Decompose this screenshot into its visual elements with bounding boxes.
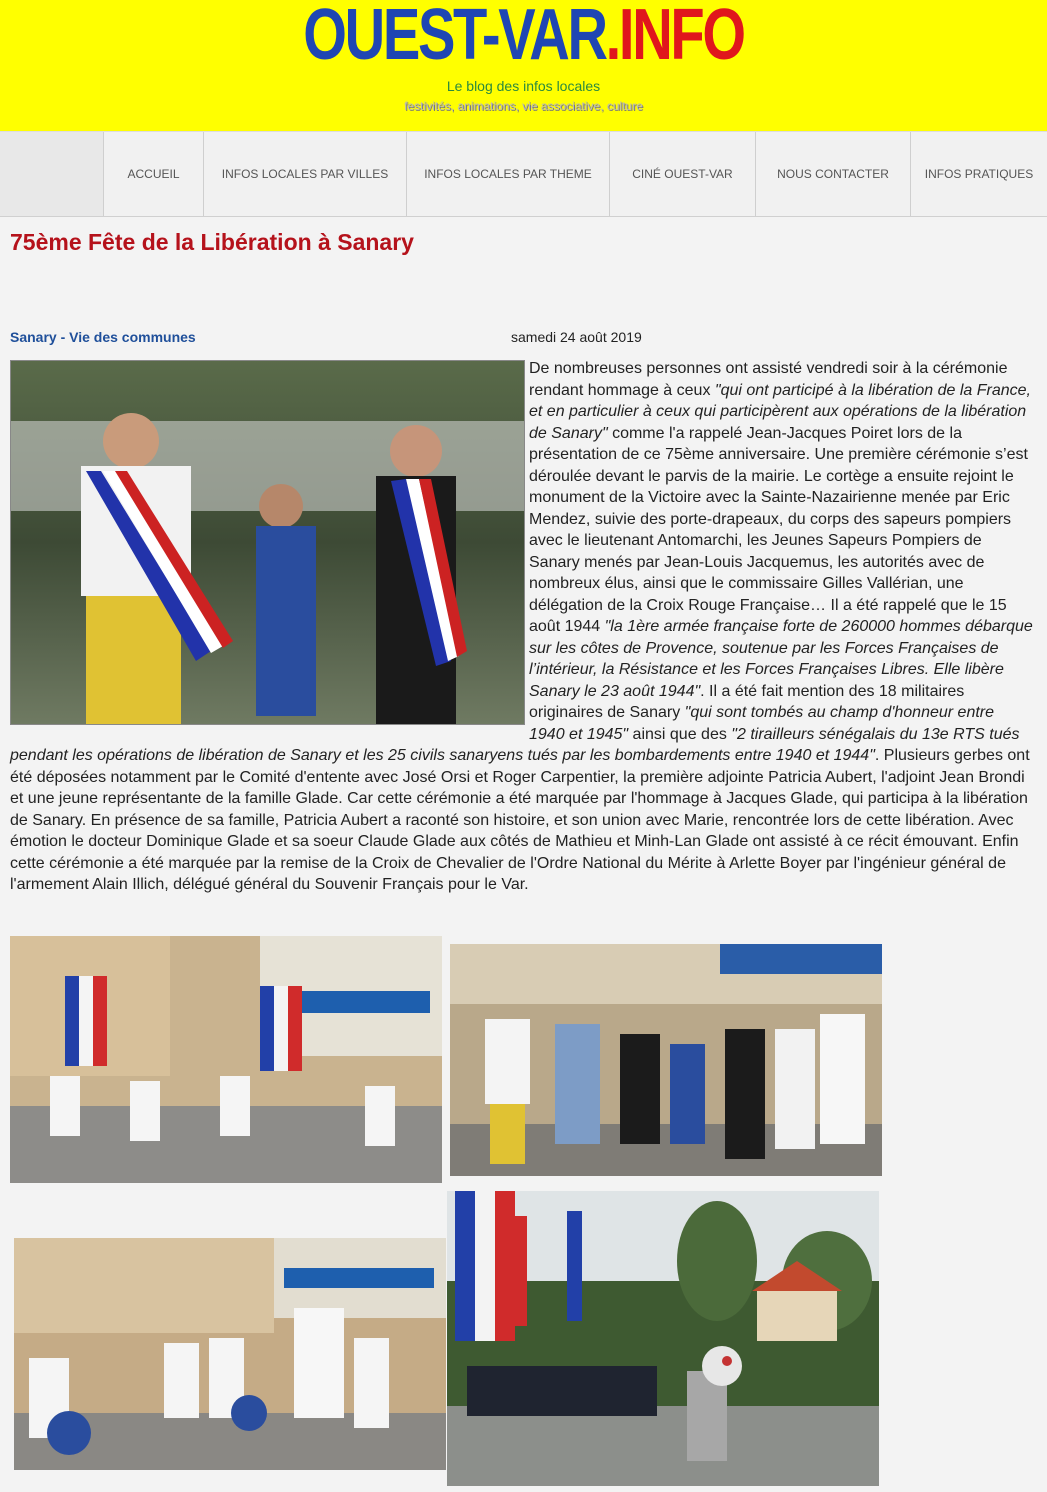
nav-item-accueil[interactable]: ACCUEIL	[104, 132, 204, 216]
article-body	[10, 358, 1034, 896]
photo-monument-wreath	[447, 1191, 879, 1486]
article-title: 75ème Fête de la Libération à Sanary	[10, 229, 414, 255]
site-subtagline: festivités, animations, vie associative, culture	[404, 99, 643, 113]
site-header	[0, 0, 1047, 131]
main-nav	[0, 131, 1047, 217]
article-quote-1: "qui ont participé à la libération de la France, et en particulier à ceux qui participèrent aux opérations de la libération de Sanary"	[529, 381, 1031, 442]
photo-flag-bearers	[10, 936, 442, 1183]
article-text-4: ainsi que des	[628, 725, 732, 743]
article-text-1: De nombreuses personnes ont assisté vendredi soir à la cérémonie rendant hommage à ceux	[529, 360, 1008, 399]
logo-tld: .INFO	[605, 0, 744, 75]
nav-item-cine[interactable]: CINÉ OUEST-VAR	[610, 132, 756, 216]
article-text-3: . Il a été fait mention des 18 militaires originaires de Sanary	[529, 682, 965, 721]
photo-officials	[10, 360, 525, 725]
nav-item-infos-villes[interactable]: INFOS LOCALES PAR VILLES	[204, 132, 407, 216]
nav-item-infos-theme[interactable]: INFOS LOCALES PAR THEME	[407, 132, 610, 216]
photo-drummers	[14, 1238, 446, 1470]
article-quote-2: "la 1ère armée française forte de 260000 hommes débarque sur les côtes de Provence, soutenue par les Forces Françaises de l’intérieur, la Résistance et les Forces Françaises Libres. Elle libère Sanary le 23 août 1944"	[529, 618, 1033, 700]
site-tagline: Le blog des infos locales	[446, 78, 601, 94]
logo-main: OUEST-VAR	[303, 0, 606, 75]
article-date: samedi 24 août 2019	[511, 329, 642, 345]
article-quote-3: "qui sont tombés au champ d'honneur entre 1940 et 1945"	[529, 704, 995, 743]
site-logo[interactable]	[115, 0, 932, 76]
article-category[interactable]: Sanary - Vie des communes	[10, 329, 196, 345]
nav-item-pratiques[interactable]: INFOS PRATIQUES	[911, 132, 1047, 216]
photo-procession	[450, 944, 882, 1176]
article-text-5: . Plusieurs gerbes ont été déposées notamment par le Comité d'entente avec José Orsi et Roger Carpentier, la première adjointe Patricia Aubert, l'adjoint Jean Brondi et une jeune représentante de la famille Glade. Car cette cérémonie a été marquée par l'hommage à Jacques Glade, qui participa à la libération de Sanary. En présence de sa famille, Patricia Aubert a raconté son histoire, et son union avec Marie, rencontrée lors de cette libération. Avec émotion le docteur Dominique Glade et sa soeur Claude Glade aux côtés de Mathieu et Minh-Lan Glade ont assisté à ce récit émouvant. Enfin cette cérémonie a été marquée par la remise de la Croix de Chevalier de l'Ordre National du Mérite à Arlette Boyer par l'ingénieur général de l'armement Alain Illich, délégué général du Souvenir Français pour le Var.	[10, 747, 1030, 893]
nav-spacer	[0, 132, 104, 216]
nav-item-contact[interactable]: NOUS CONTACTER	[756, 132, 911, 216]
article-text-2: comme l'a rappelé Jean-Jacques Poiret lors de la présentation de ce 75ème anniversaire. Une première cérémonie s’est déroulée devant le parvis de la mairie. Le cortège a ensuite rejoint le monument de la Victoire avec la Sainte-Nazairienne menée par Eric Mendez, suivie des porte-drapeaux, du corps des sapeurs pompiers avec le lieutenant Antomarchi, les Jeunes Sapeurs Pompiers de Sanary menés par Jean-Louis Jacquemus, les autorités avec de nombreux élus, ainsi que le commissaire Gilles Vallérian, une délégation de la Croix Rouge Française… Il a été rappelé que le 15 août 1944	[529, 424, 1028, 635]
article-quote-4: "2 tirailleurs sénégalais du 13e RTS tués pendant les opérations de libération de Sanary et les 25 civils sanaryens tués par les bombardements entre 1940 et 1944"	[10, 725, 1020, 764]
